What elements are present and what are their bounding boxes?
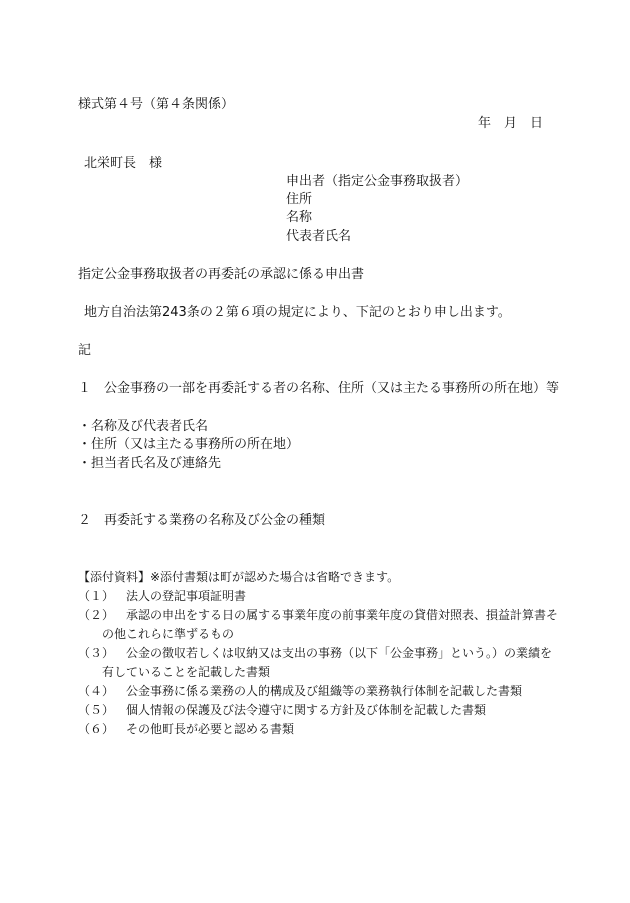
document-title: 指定公金事務取扱者の再委託の承認に係る申出書	[78, 267, 365, 282]
attachment-item-2-continuation: の他これらに準ずるもの	[102, 627, 235, 641]
attachment-text: 承認の申出をする日の属する事業年度の前事業年度の貸借対照表、損益計算書そ	[126, 608, 559, 622]
attachment-number: （１）	[78, 589, 115, 603]
section1-heading: １ 公金事務の一部を再委託する者の名称、住所（又は主たる事務所の所在地）等	[78, 381, 560, 396]
attachment-item-3-continuation: 有していることを記載した書類	[102, 665, 271, 679]
applicant-address-label: 住所	[286, 192, 313, 207]
attachment-text: その他町長が必要と認める書類	[126, 722, 295, 736]
attachment-number: （２）	[78, 608, 115, 622]
attachment-item-5	[78, 702, 486, 718]
ki-label: 記	[78, 343, 92, 358]
date-line: 年 月 日	[478, 116, 544, 131]
attachment-text: 個人情報の保護及び法令遵守に関する方針及び体制を記載した書類	[126, 703, 487, 717]
attachment-item-4	[78, 683, 522, 699]
attachment-item-2	[78, 607, 558, 623]
section1-item-contact: ・担当者氏名及び連絡先	[78, 456, 222, 471]
applicant-name-label: 名称	[286, 210, 313, 225]
form-number: 様式第４号（第４条関係）	[78, 97, 235, 112]
applicant-representative-label: 代表者氏名	[286, 229, 352, 244]
section1-item-address: ・住所（又は主たる事務所の所在地）	[78, 437, 300, 452]
section1-item-name: ・名称及び代表者氏名	[78, 419, 209, 434]
intro-text: 地方自治法第243条の２第６項の規定により、下記のとおり申し出ます。	[84, 305, 511, 320]
attachment-text: 公金の徴収若しくは収納又は支出の事務（以下「公金事務」という。）の業績を	[126, 646, 553, 660]
addressee: 北栄町長 様	[84, 156, 163, 171]
attachment-item-1	[78, 588, 246, 604]
section2-heading: ２ 再委託する業務の名称及び公金の種類	[78, 513, 326, 528]
attachment-item-6	[78, 721, 294, 737]
attachment-number: （３）	[78, 646, 115, 660]
attachment-number: （４）	[78, 684, 115, 698]
attachment-number: （５）	[78, 703, 115, 717]
applicant-heading: 申出者（指定公金事務取扱者）	[286, 174, 469, 189]
attachment-text: 法人の登記事項証明書	[126, 589, 247, 603]
attachments-heading: 【添付資料】※添付書類は町が認めた場合は省略できます。	[78, 570, 400, 584]
attachment-number: （６）	[78, 722, 115, 736]
attachment-item-3	[78, 645, 552, 661]
attachment-text: 公金事務に係る業務の人的構成及び組織等の業務執行体制を記載した書類	[126, 684, 523, 698]
